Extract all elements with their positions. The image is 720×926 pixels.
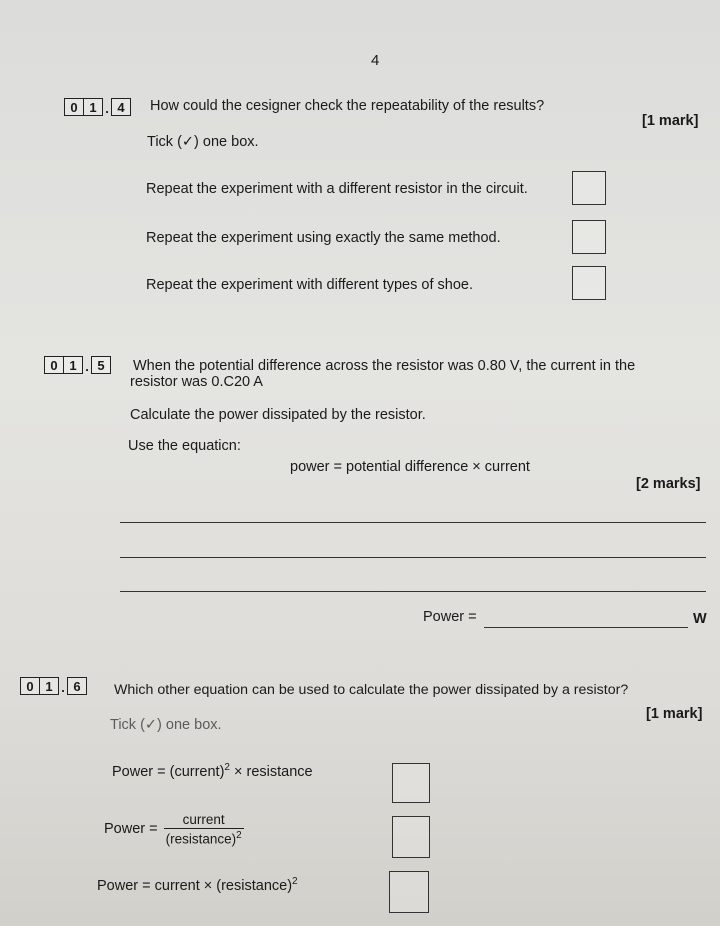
question-separator: .	[61, 680, 65, 695]
equation-lhs: Power =	[104, 821, 158, 838]
question-text: Which other equation can be used to calculate the power dissipated by a resistor?	[114, 682, 629, 698]
equation-lhs: Power = (current)	[112, 763, 225, 780]
tick-instruction: Tick (✓) one box.	[147, 134, 259, 150]
question-number-01-5	[44, 356, 111, 374]
question-digit: 0	[64, 98, 84, 116]
task-text: Calculate the power dissipated by the resistor.	[130, 407, 426, 423]
equation-rhs: × resistance	[234, 763, 313, 780]
answer-field[interactable]	[484, 627, 688, 628]
question-digit: 1	[40, 677, 59, 695]
tick-box[interactable]	[572, 266, 606, 300]
exponent: 2	[236, 830, 242, 841]
tick-box[interactable]	[389, 871, 429, 913]
question-digit: 1	[64, 356, 83, 374]
tick-box[interactable]	[392, 816, 430, 858]
answer-line[interactable]	[120, 522, 706, 523]
unit-label: W	[693, 611, 707, 627]
question-digit: 6	[67, 677, 87, 695]
question-number-01-4	[64, 98, 131, 116]
equation-option	[97, 876, 298, 894]
marks-label: [1 mark]	[642, 113, 699, 129]
question-digit: 4	[111, 98, 131, 116]
answer-line[interactable]	[120, 591, 706, 592]
question-separator: .	[85, 359, 89, 374]
option-text: Repeat the experiment with different types of shoe.	[146, 277, 473, 293]
question-number-01-6	[20, 677, 87, 695]
marks-label: [1 mark]	[646, 706, 703, 722]
equation-option	[104, 812, 244, 847]
fraction	[164, 812, 244, 847]
question-digit: 0	[44, 356, 64, 374]
question-separator: .	[105, 101, 109, 116]
equation-lhs: Power = current × (resistance)	[97, 877, 293, 894]
exponent: 2	[292, 876, 298, 887]
fraction-numerator: current	[182, 812, 225, 827]
answer-label: Power =	[423, 609, 477, 625]
equation-text: power = potential difference × current	[290, 459, 530, 475]
question-digit: 1	[84, 98, 103, 116]
marks-label: [2 marks]	[636, 476, 701, 492]
option-text: Repeat the experiment with a different resistor in the circuit.	[146, 181, 528, 197]
question-digit: 0	[20, 677, 40, 695]
equation-option	[112, 762, 313, 780]
fraction-denominator	[164, 828, 244, 847]
question-text: When the potential difference across the resistor was 0.80 V, the current in the	[133, 358, 636, 374]
exponent: 2	[224, 762, 230, 773]
denominator-text: (resistance)	[165, 831, 237, 847]
question-text: How could the cesigner check the repeatability of the results?	[150, 98, 545, 114]
tick-instruction: Tick (✓) one box.	[110, 717, 222, 733]
answer-line[interactable]	[120, 557, 706, 558]
tick-box[interactable]	[572, 220, 606, 254]
question-digit: 5	[91, 356, 111, 374]
tick-box[interactable]	[392, 763, 430, 803]
question-text: resistor was 0.C20 A	[130, 374, 263, 390]
option-text: Repeat the experiment using exactly the same method.	[146, 230, 501, 246]
tick-box[interactable]	[572, 171, 606, 205]
page-number: 4	[371, 52, 380, 69]
use-equation-label: Use the equaticn:	[128, 438, 241, 454]
